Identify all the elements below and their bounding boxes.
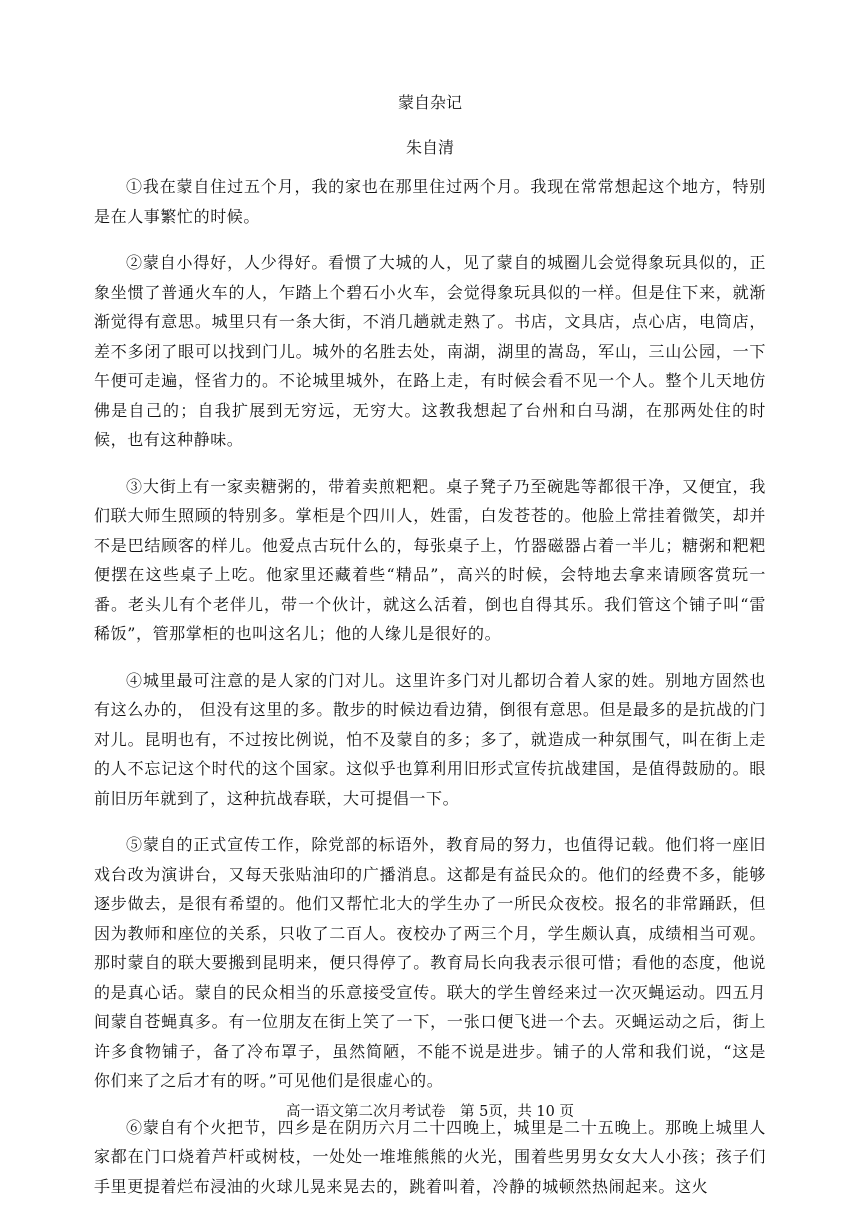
paragraph-1: ①我在蒙自住过五个月，我的家也在那里住过两个月。我现在常常想起这个地方，特别是在人事繁忙的时候。 [94,177,766,226]
paragraph-3: ③大街上有一家卖糖粥的，带着卖煎粑粑。桌子凳子乃至碗匙等都很干净，又便宜，我们联大师生照顾的特别多。掌柜是个四川人，姓雷，白发苍苍的。他脸上常挂着微笑，却并不是巴结顾客的样儿。他爱点古玩什么的，每张桌子上，竹器磁器占着一半儿；糖粥和粑粑便摆在这些桌子上吃。他家里还藏着些“精品”，高兴的时候，会特地去拿来请顾客赏玩一番。老头儿有个老伴儿，带一个伙计，就这么活着，倒也自得其乐。我们管这个铺子叫“雷稀饭”，管那掌柜的也叫这名儿；他的人缘儿是很好的。 [94,476,766,643]
essay-title: 蒙自杂记 [397,93,462,112]
paragraph-6: ⑥蒙自有个火把节，四乡是在阴历六月二十四晚上，城里是二十五晚上。那晚上城里人家都在门口烧着芦杆或树枝，一处处一堆堆熊熊的火光，围着些男男女女大人小孩；孩子们手里更提着烂布浸油的火球儿晃来晃去的，跳着叫着，冷静的城顿然热闹起来。这火 [94,1117,766,1196]
essay-body [94,172,766,1218]
page-footer: 高一语文第二次月考试卷 第 5页，共 10 页 [285,1104,574,1120]
paragraph-4: ④城里最可注意的是人家的门对儿。这里许多门对儿都切合着人家的姓。别地方固然也有这么办的， 但没有这里的多。散步的时候边看边猜，倒很有意思。但是最多的是抗战的门对儿。昆明也有，不过按比例说，怕不及蒙自的多；多了，就造成一种氛围气，叫在街上走的人不忘记这个时代的这个国家。这似乎也算利用旧形式宣传抗战建国，是值得鼓励的。眼前旧历年就到了，这种抗战春联，大可提倡一下。 [94,670,766,808]
paragraph-2: ②蒙自小得好，人少得好。看惯了大城的人，见了蒙自的城圈儿会觉得象玩具似的，正象坐惯了普通火车的人，乍踏上个碧石小火车，会觉得象玩具似的一样。但是住下来，就渐渐觉得有意思。城里只有一条大街，不消几趟就走熟了。书店，文具店，点心店，电筒店，差不多闭了眼可以找到门儿。城外的名胜去处，南湖，湖里的嵩岛，军山，三山公园，一下午便可走遍，怪省力的。不论城里城外，在路上走，有时候会看不见一个人。整个儿天地仿佛是自己的；自我扩展到无穷远，无穷大。这教我想起了台州和白马湖，在那两处住的时候，也有这种静味。 [94,253,766,449]
essay-author: 朱自清 [405,138,454,157]
paragraph-5: ⑤蒙自的正式宣传工作，除党部的标语外，教育局的努力，也值得记载。他们将一座旧戏台改为演讲台，又每天张贴油印的广播消息。这都是有益民众的。他们的经费不多，能够逐步做去，是很有希望的。他们又帮忙北大的学生办了一所民众夜校。报名的非常踊跃，但因为教师和座位的关系，只收了二百人。夜校办了两三个月，学生颇认真，成绩相当可观。那时蒙自的联大要搬到昆明来，便只得停了。教育局长向我表示很可惜；看他的态度，他说的是真心话。蒙自的民众相当的乐意接受宣传。联大的学生曾经来过一次灭蝇运动。四五月间蒙自苍蝇真多。有一位朋友在街上笑了一下，一张口便飞进一个去。灭蝇运动之后，街上许多食物铺子，备了冷布罩子，虽然简陋，不能不说是进步。铺子的人常和我们说，“这是你们来了之后才有的呀。”可见他们是很虚心的。 [94,835,766,1090]
